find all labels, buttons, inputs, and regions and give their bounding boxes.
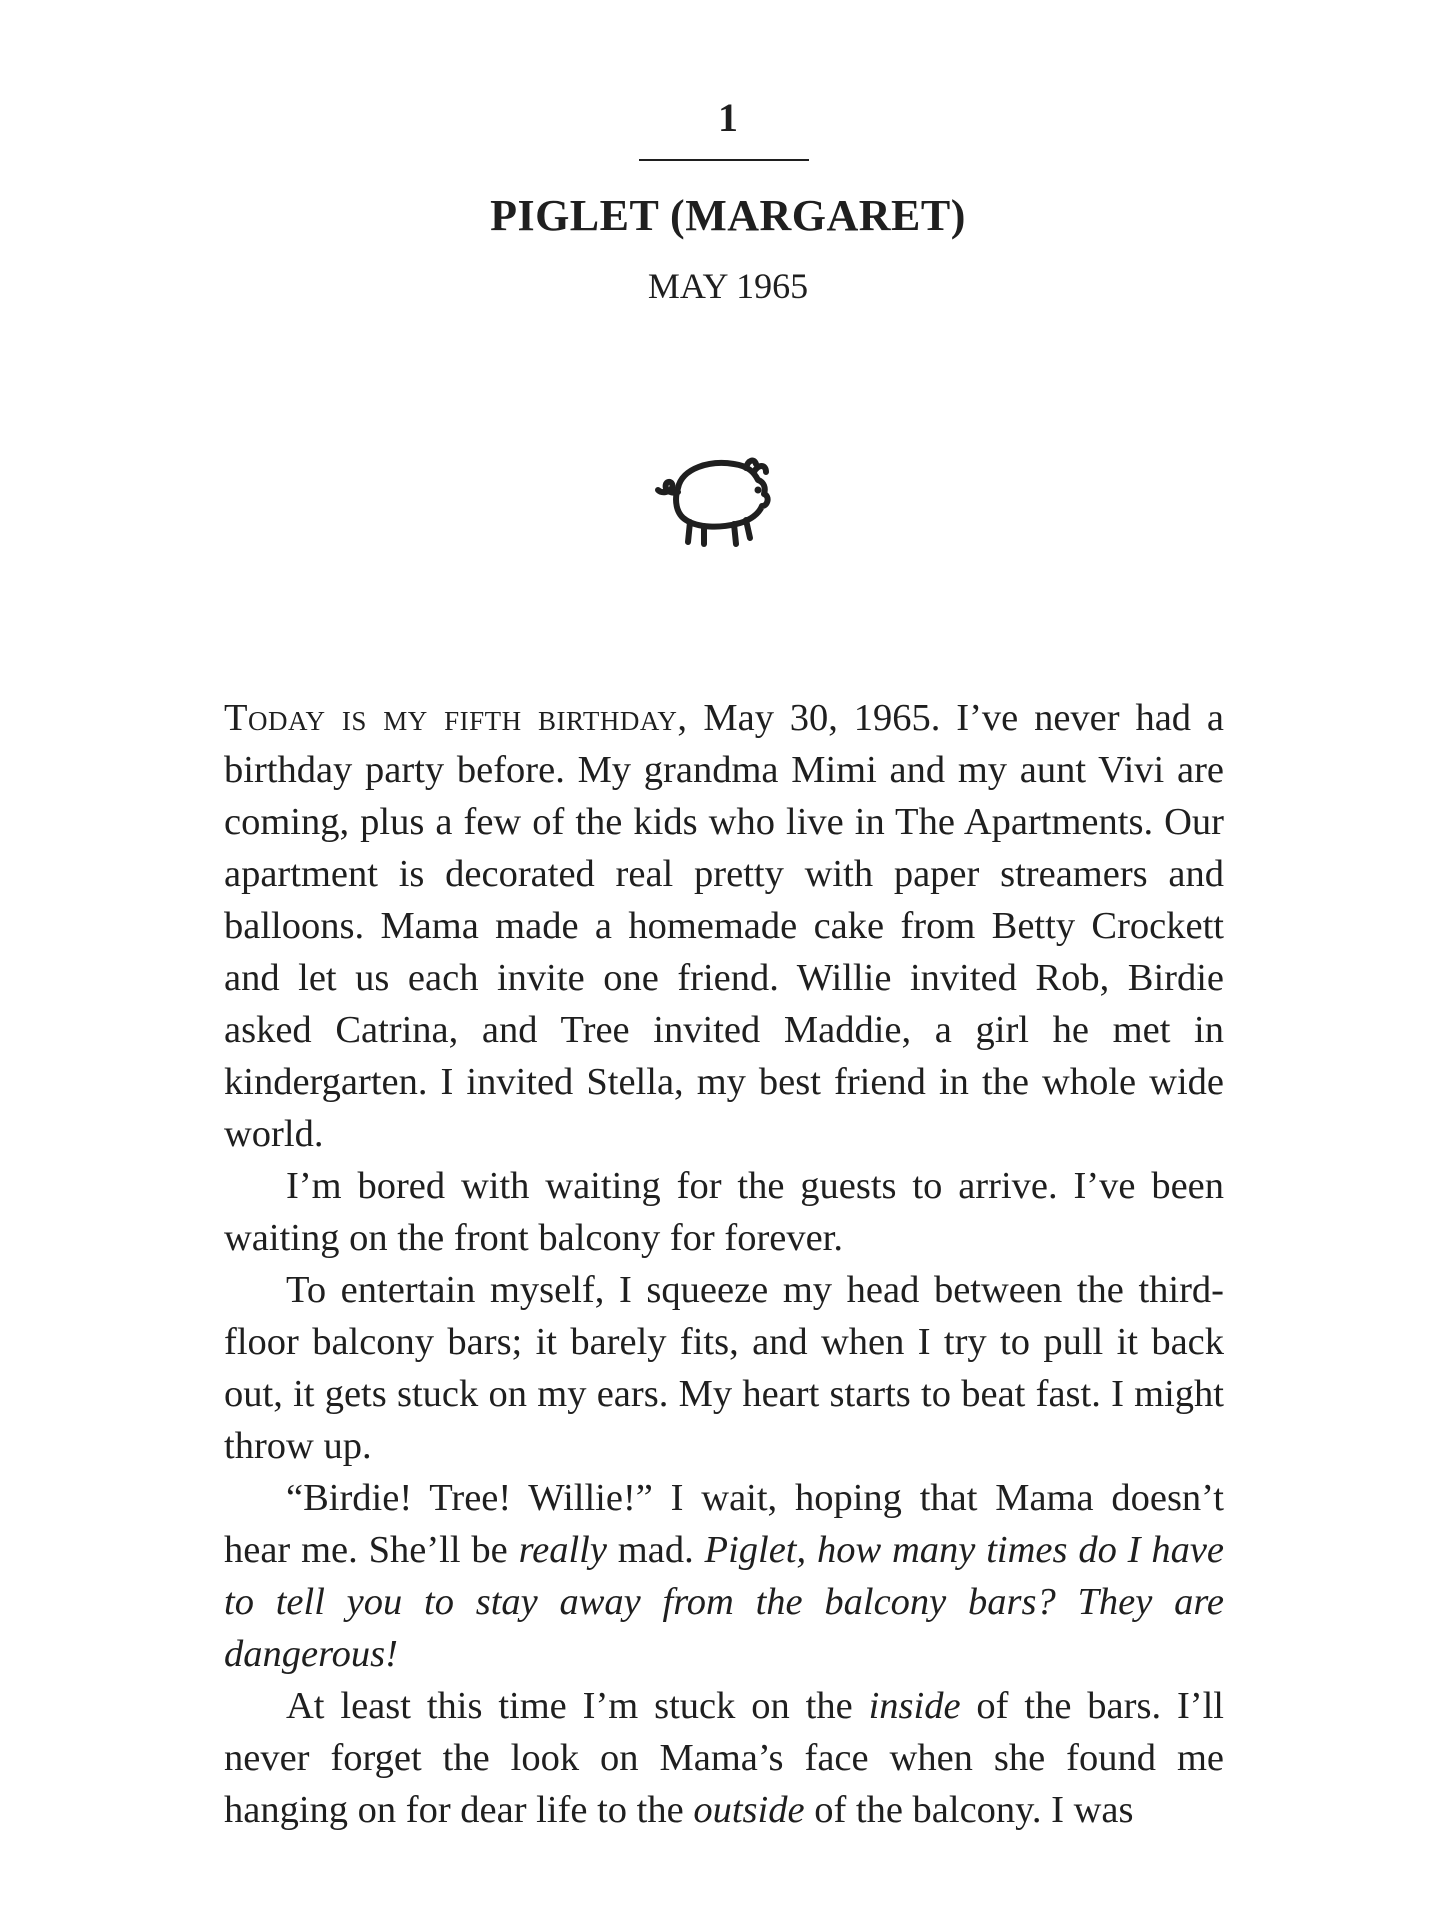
pig-icon <box>650 452 790 552</box>
paragraph-1 <box>224 692 1224 1160</box>
paragraph-1-text: May 30, 1965. I’ve never had a birthday party before. My grandma Mimi and my aunt Vivi are coming, plus a few of the kids who live in The Apartments. Our apartment is decorated real pretty with paper streamers and balloons. Mama made a homemade cake from Betty Crockett and let us each invite one friend. Willie invited Rob, Birdie asked Catrina, and Tree invited Maddie, a girl he met in kindergarten. I invited Stella, my best friend in the whole wide world. <box>224 697 1224 1155</box>
paragraph-5-text-c: of the balcony. I was <box>804 1789 1134 1831</box>
paragraph-5 <box>224 1680 1224 1836</box>
paragraph-4-italic-thought: Piglet, how many times do I have to tell you to stay away from the balcony bars? They are dangerous! <box>224 1529 1224 1675</box>
paragraph-5-text-b: of the bars. I’ll never forget the look on Mama’s face when she found me hanging on for dear life to the <box>224 1685 1224 1831</box>
paragraph-2: I’m bored with waiting for the guests to arrive. I’ve been waiting on the front balcony for forever. <box>224 1165 1224 1259</box>
chapter-divider <box>639 159 809 161</box>
paragraph-3: To entertain myself, I squeeze my head between the third-floor balcony bars; it barely fits, and when I try to pull it back out, it gets stuck on my ears. My heart starts to beat fast. I might throw up. <box>224 1269 1224 1467</box>
paragraph-4 <box>224 1472 1224 1680</box>
chapter-number: 1 <box>718 95 738 140</box>
chapter-date: MAY 1965 <box>647 266 809 306</box>
paragraph-5-emphasis-inside: inside <box>868 1685 961 1727</box>
paragraph-4-text-a: “Birdie! Tree! Willie!” I wait, hoping that Mama doesn’t hear me. She’ll be <box>224 1477 1224 1571</box>
chapter-body <box>224 692 1224 1836</box>
paragraph-4-text-b: mad. <box>606 1529 705 1571</box>
paragraph-5-text-a: At least this time I’m stuck on the <box>286 1685 869 1727</box>
paragraph-1-lead: Today is my fifth birthday, <box>224 697 688 739</box>
paragraph-5-emphasis-outside: outside <box>693 1789 805 1831</box>
chapter-title: PIGLET (MARGARET) <box>490 191 966 240</box>
paragraph-4-emphasis: really <box>518 1529 607 1571</box>
